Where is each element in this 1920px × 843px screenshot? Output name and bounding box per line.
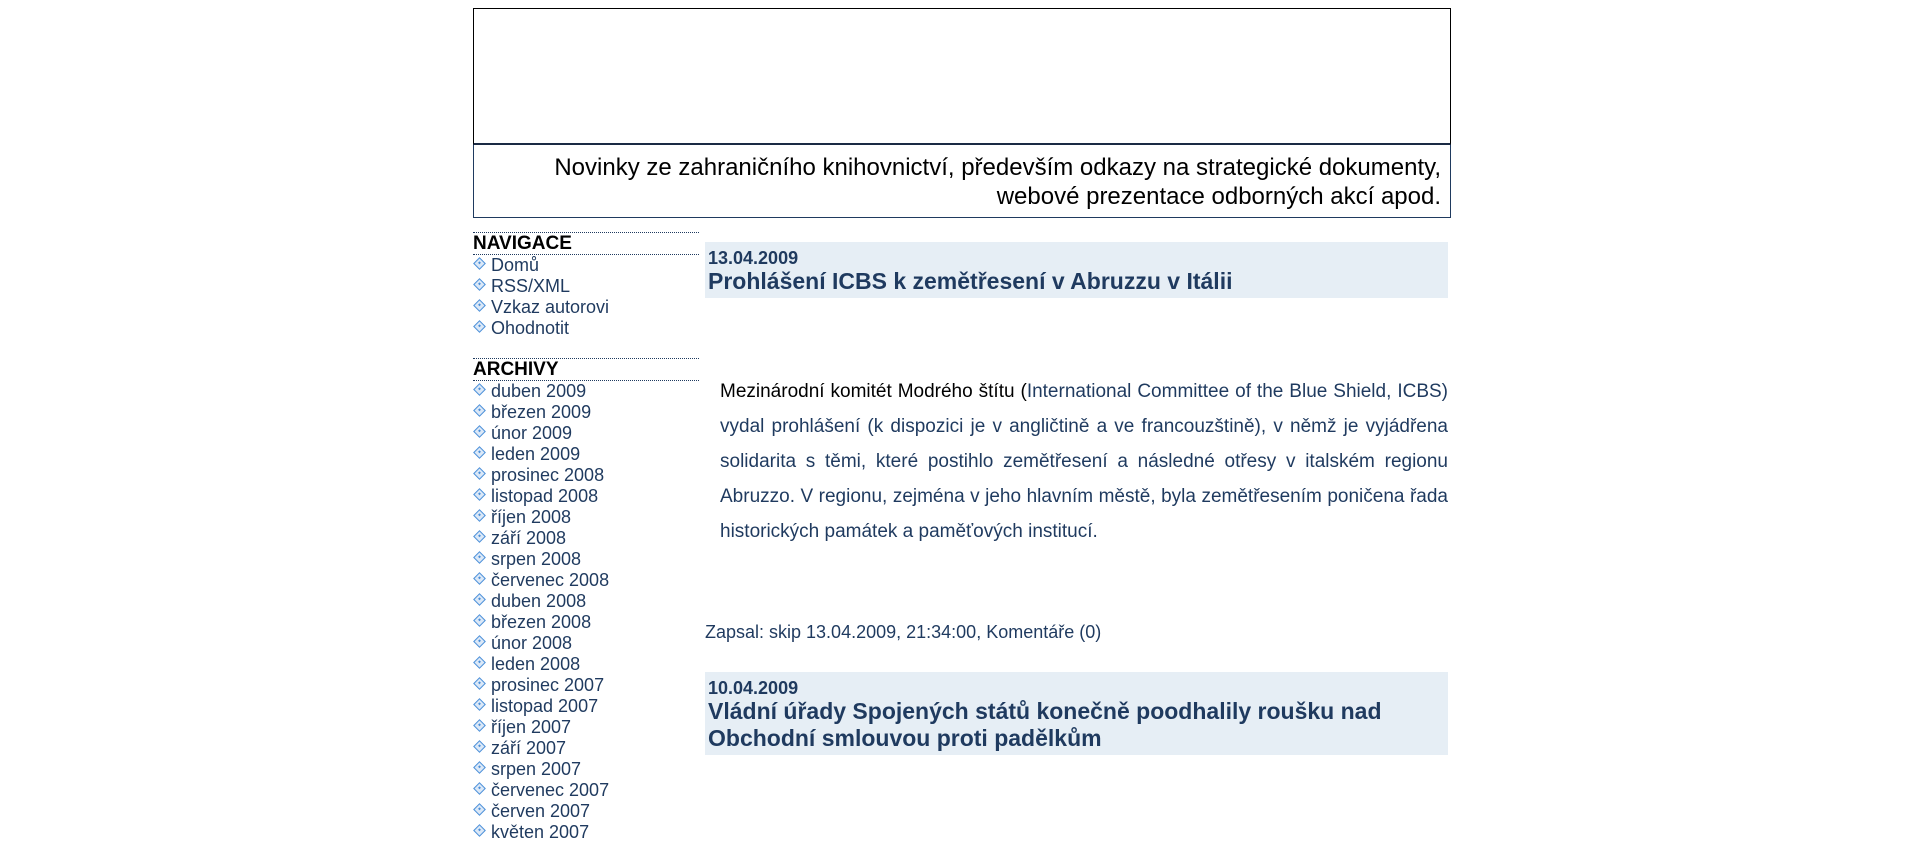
nav-heading: NAVIGACE (473, 232, 699, 255)
bullet-icon (473, 698, 486, 711)
nav-item-label: Vzkaz autorovi (491, 297, 610, 317)
bullet-icon (473, 320, 486, 333)
archive-item[interactable] (473, 738, 699, 759)
bullet-icon (473, 467, 486, 480)
post-meta[interactable]: Zapsal: skip 13.04.2009, 21:34:00, Komentáře (0) (705, 622, 1102, 642)
archive-item-label: duben 2009 (491, 381, 587, 401)
archive-item-label: květen 2007 (491, 822, 590, 842)
archive-item[interactable] (473, 654, 699, 675)
archive-item[interactable] (473, 717, 699, 738)
banner (473, 8, 1451, 145)
archive-item[interactable] (473, 465, 699, 486)
post-body-link[interactable]: International Committee of the Blue Shield, ICBS) vydal prohlášení (k dispozici je v angličtině a ve francouzštině), v němž je vyjádřena solidarita s těmi, které postihlo zemětřesení a následné otřesy v italském regionu Abruzzo. V regionu, zejména v jeho hlavním městě, byla zemětřesením poničena řada historických památek a paměťových institucí. (720, 381, 1448, 542)
post-date: 13.04.2009 (708, 248, 799, 268)
archive-item[interactable] (473, 675, 699, 696)
bullet-icon (473, 530, 486, 543)
archive-block (473, 358, 699, 843)
nav-item-label: RSS/XML (491, 276, 571, 296)
archive-heading: ARCHIVY (473, 358, 699, 381)
bullet-icon (473, 446, 486, 459)
bullet-icon (473, 614, 486, 627)
archive-item[interactable] (473, 801, 699, 822)
archive-item-label: srpen 2008 (491, 549, 582, 569)
post-title[interactable]: Prohlášení ICBS k zemětřesení v Abruzzu v Itálii (708, 268, 1233, 294)
nav-list (473, 255, 699, 339)
site-tagline (473, 145, 1451, 218)
tagline-line-1: Novinky ze zahraničního knihovnictví, především odkazy na strategické dokumenty, (554, 154, 1441, 181)
archive-item[interactable] (473, 759, 699, 780)
bullet-icon (473, 509, 486, 522)
archive-item-label: únor 2008 (491, 633, 573, 653)
archive-item-label: červenec 2008 (491, 570, 610, 590)
post-body (720, 374, 1448, 549)
archive-list (473, 381, 699, 843)
bullet-icon (473, 299, 486, 312)
archive-item[interactable] (473, 633, 699, 654)
main-content (705, 242, 1448, 755)
archive-item-label: červenec 2007 (491, 780, 610, 800)
bullet-icon (473, 761, 486, 774)
navigation-block (473, 232, 699, 339)
archive-item-label: říjen 2007 (491, 717, 572, 737)
archive-item-label: prosinec 2008 (491, 465, 605, 485)
archive-item[interactable] (473, 381, 699, 402)
header (473, 8, 1451, 218)
tagline-line-2: webové prezentace odborných akcí apod. (996, 183, 1441, 210)
archive-item-label: červen 2007 (491, 801, 591, 821)
bullet-icon (473, 425, 486, 438)
post-date: 10.04.2009 (708, 678, 799, 698)
archive-item[interactable] (473, 444, 699, 465)
archive-item-label: březen 2008 (491, 612, 592, 632)
post-header (705, 672, 1448, 755)
nav-item-label: Domů (491, 255, 540, 275)
post (705, 242, 1448, 643)
archive-item[interactable] (473, 486, 699, 507)
archive-item-label: listopad 2007 (491, 696, 599, 716)
archive-item[interactable] (473, 423, 699, 444)
archive-item[interactable] (473, 528, 699, 549)
nav-item-message-author[interactable] (473, 297, 699, 318)
bullet-icon (473, 593, 486, 606)
bullet-icon (473, 404, 486, 417)
bullet-icon (473, 488, 486, 501)
bullet-icon (473, 572, 486, 585)
bullet-icon (473, 824, 486, 837)
bullet-icon (473, 803, 486, 816)
bullet-icon (473, 656, 486, 669)
bullet-icon (473, 257, 486, 270)
bullet-icon (473, 551, 486, 564)
post-header (705, 242, 1448, 298)
archive-item[interactable] (473, 507, 699, 528)
archive-item-label: říjen 2008 (491, 507, 572, 527)
nav-item-rate[interactable] (473, 318, 699, 339)
archive-item-label: duben 2008 (491, 591, 587, 611)
bullet-icon (473, 782, 486, 795)
bullet-icon (473, 278, 486, 291)
post (705, 672, 1448, 755)
archive-item-label: březen 2009 (491, 402, 592, 422)
archive-item[interactable] (473, 549, 699, 570)
archive-item[interactable] (473, 612, 699, 633)
archive-item[interactable] (473, 402, 699, 423)
archive-item[interactable] (473, 696, 699, 717)
post-title[interactable]: Vládní úřady Spojených států konečně poodhalily roušku nad Obchodní smlouvou proti padělkům (708, 698, 1382, 751)
archive-item-label: leden 2009 (491, 444, 581, 464)
archive-item-label: listopad 2008 (491, 486, 599, 506)
sidebar (473, 232, 699, 843)
nav-item-rss[interactable] (473, 276, 699, 297)
archive-item-label: prosinec 2007 (491, 675, 605, 695)
archive-item[interactable] (473, 780, 699, 801)
archive-item[interactable] (473, 822, 699, 843)
bullet-icon (473, 740, 486, 753)
bullet-icon (473, 719, 486, 732)
archive-item-label: září 2008 (491, 528, 567, 548)
bullet-icon (473, 383, 486, 396)
post-body-lead: Mezinárodní komitét Modrého štítu ( (720, 381, 1027, 402)
bullet-icon (473, 635, 486, 648)
bullet-icon (473, 677, 486, 690)
archive-item-label: září 2007 (491, 738, 567, 758)
nav-item-label: Ohodnotit (491, 318, 570, 338)
archive-item-label: leden 2008 (491, 654, 581, 674)
archive-item[interactable] (473, 570, 699, 591)
archive-item[interactable] (473, 591, 699, 612)
archive-item-label: srpen 2007 (491, 759, 582, 779)
nav-item-home[interactable] (473, 255, 699, 276)
archive-item-label: únor 2009 (491, 423, 573, 443)
